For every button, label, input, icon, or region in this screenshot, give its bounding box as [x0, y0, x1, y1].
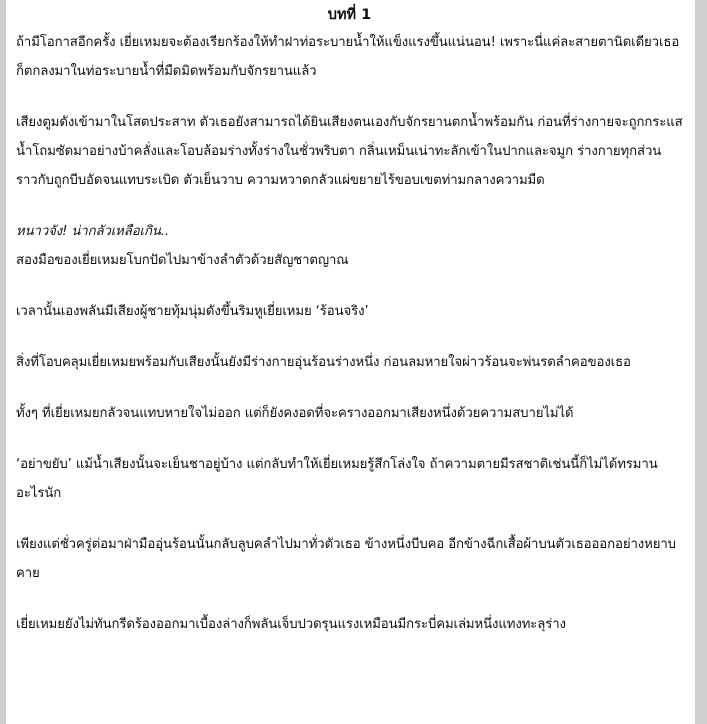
paragraph-8: ‘อย่าขยับ’ แม้น้ำเสียงนั้นจะเย็นชาอยู่บ้าง แต่กลับทำให้เยี่ยเหมยรู้สึกโล่งใจ ถ้าความตายมีรสชาติเช่นนี้ก็ไม่ได้ทรมานอะไรนัก: [16, 457, 658, 501]
paragraph-9: เพียงแต่ชั่วครู่ต่อมาฝ่ามืออุ่นร้อนนั้นกลับลูบคลำไปมาทั่วตัวเธอ ข้างหนึ่งบีบคอ อีกข้างฉีกเสื้อผ้าบนตัวเธอออกอย่างหยาบคาย: [16, 537, 676, 581]
paragraph-6: สิ่งที่โอบคลุมเยี่ยเหมยพร้อมกับเสียงนั้นยังมีร่างกายอุ่นร้อนร่างหนึ่ง ก่อนลมหายใจผ่าวร้อนจะพ่นรดลำคอของเธอ: [16, 355, 631, 370]
paragraph-4: สองมือของเยี่ยเหมยโบกปัดไปมาข้างลำตัวด้วยสัญชาตญาณ: [16, 253, 349, 268]
paragraph-3-italic-thought: หนาวจัง! น่ากลัวเหลือเกิน..: [16, 224, 169, 239]
paragraph-7: ทั้งๆ ที่เยี่ยเหมยกลัวจนแทบหายใจไม่ออก แต่ก็ยังคงอดที่จะครางออกมาเสียงหนึ่งด้วยความสบายไม่ได้: [16, 406, 574, 421]
paragraph-5: เวลานั้นเองพลันมีเสียงผู้ชายทุ้มนุ่มดังขึ้นริมหูเยี่ยเหมย ‘ร้อนจริง’: [16, 304, 369, 319]
paragraph-10: เยี่ยเหมยยังไม่ทันกรีดร้องออกมาเบื้องล่างก็พลันเจ็บปวดรุนแรงเหมือนมีกระบี่คมเล่มหนึ่งแทงทะลุร่าง: [16, 617, 566, 632]
chapter-title: บทที่ 1: [327, 7, 372, 23]
paragraph-2: เสียงตูมดังเข้ามาในโสตประสาท ตัวเธอยังสามารถได้ยินเสียงตนเองกับจักรยานตกน้ำพร้อมกัน ก่อนที่ร่างกายจะถูกกระแสน้ำโถมซัดมาอย่างบ้าคลั่งและโอบล้อมร่างทั้งร่างในชั่วพริบตา กลิ่นเหม็นเน่าทะลักเข้าในปากและจมูก ร่างกายทุกส่วนราวกับถูกบีบอัดจนแทบระเบิด ตัวเย็นวาบ ความหวาดกลัวแผ่ขยายไร้ขอบเขตท่ามกลางความมืด: [16, 115, 683, 188]
viewer-background-edge: [695, 0, 707, 724]
document-page: [6, 0, 695, 724]
paragraph-1: ถ้ามีโอกาสอีกครั้ง เยี่ยเหมยจะต้องเรียกร้องให้ทำฝาท่อระบายน้ำให้แข็งแรงขึ้นแน่นอน! เพราะนี่แค่ละสายตานิดเดียวเธอก็ตกลงมาในท่อระบายน้ำที่มืดมิดพร้อมกับจักรยานแล้ว: [16, 35, 680, 79]
